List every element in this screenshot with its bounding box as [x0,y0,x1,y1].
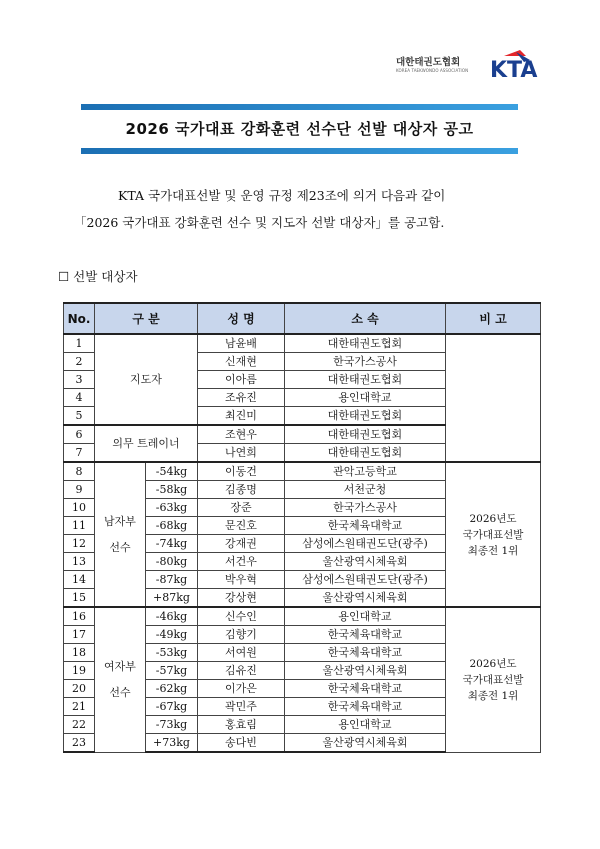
cell-name: 홍효림 [198,716,285,734]
cell-name: 강상현 [198,589,285,608]
cell-note-women [446,607,541,752]
cell-affiliation: 대한태권도협회 [285,425,446,444]
cell-no: 23 [64,734,95,753]
note-line: 2026년도 [469,512,517,525]
cell-no: 18 [64,644,95,662]
cell-note-empty [446,334,541,462]
header-name: 성 명 [198,303,285,334]
cell-weight: -62kg [146,680,198,698]
intro-line-1: KTA 국가대표선발 및 운영 규정 제23조에 의거 다음과 같이 [118,188,446,203]
cell-name: 김향기 [198,626,285,644]
cell-no: 13 [64,553,95,571]
cell-affiliation: 울산광역시체육회 [285,662,446,680]
title-band [81,104,518,156]
note-line: 국가대표선발 [462,673,524,686]
cell-no: 17 [64,626,95,644]
cell-name: 이아름 [198,371,285,389]
logo-org-name-ko: 대한태권도협회 [396,57,461,68]
cell-affiliation: 한국체육대학교 [285,626,446,644]
cell-no: 12 [64,535,95,553]
cell-weight: -46kg [146,607,198,626]
title-bar-top [81,104,518,110]
cell-name: 박우혁 [198,571,285,589]
cell-affiliation: 대한태권도협회 [285,407,446,426]
note-line: 최종전 1위 [467,544,519,557]
cell-weight: -53kg [146,644,198,662]
cell-name: 이동건 [198,462,285,481]
cell-no: 20 [64,680,95,698]
kta-logo [396,50,542,82]
cell-weight: +87kg [146,589,198,608]
cell-no: 22 [64,716,95,734]
selection-table [63,302,541,753]
cell-weight: -57kg [146,662,198,680]
cell-name: 조유진 [198,389,285,407]
cell-weight: -63kg [146,499,198,517]
cell-affiliation: 한국체육대학교 [285,698,446,716]
header-no: No. [64,303,95,334]
header-affiliation: 소 속 [285,303,446,334]
cell-no: 8 [64,462,95,481]
cell-name: 곽민주 [198,698,285,716]
cell-name: 조현우 [198,425,285,444]
intro-line-2: 「2026 국가대표 강화훈련 선수 및 지도자 선발 대상자」를 공고함. [74,215,445,230]
group-coaches: 지도자 [95,334,198,425]
cell-no: 10 [64,499,95,517]
cell-affiliation: 울산광역시체육회 [285,589,446,608]
table-body [64,334,541,752]
cell-weight: -49kg [146,626,198,644]
group-men-line: 남자부 [104,514,136,528]
cell-name: 송다빈 [198,734,285,753]
table-header-row [64,303,541,334]
cell-weight: -87kg [146,571,198,589]
header-note: 비 고 [446,303,541,334]
cell-weight: -58kg [146,481,198,499]
cell-affiliation: 대한태권도협회 [285,371,446,389]
cell-weight: -73kg [146,716,198,734]
note-line: 최종전 1위 [467,689,519,702]
group-women-line: 선수 [109,685,131,699]
cell-no: 2 [64,353,95,371]
cell-name: 신재현 [198,353,285,371]
group-women [95,607,146,752]
logo-mark-text: KTA [490,58,538,80]
cell-name: 김종명 [198,481,285,499]
note-line: 2026년도 [469,657,517,670]
cell-name: 남윤배 [198,334,285,353]
cell-name: 문진호 [198,517,285,535]
cell-no: 3 [64,371,95,389]
cell-name: 나연희 [198,444,285,463]
cell-no: 14 [64,571,95,589]
cell-affiliation: 서천군청 [285,481,446,499]
cell-no: 21 [64,698,95,716]
cell-name: 강재권 [198,535,285,553]
cell-no: 16 [64,607,95,626]
cell-no: 5 [64,407,95,426]
cell-affiliation: 대한태권도협회 [285,444,446,463]
cell-weight: +73kg [146,734,198,753]
title-bar-bottom [81,148,518,154]
cell-affiliation: 관악고등학교 [285,462,446,481]
cell-affiliation: 용인대학교 [285,607,446,626]
cell-affiliation: 한국체육대학교 [285,517,446,535]
cell-name: 김유진 [198,662,285,680]
cell-name: 최진미 [198,407,285,426]
cell-note-men [446,462,541,607]
group-men-line: 선수 [109,540,131,554]
cell-affiliation: 대한태권도협회 [285,334,446,353]
note-line: 국가대표선발 [462,528,524,541]
cell-no: 9 [64,481,95,499]
cell-name: 신수인 [198,607,285,626]
table-row [64,462,541,481]
kta-mark-icon [490,50,542,80]
intro-paragraph [74,182,534,236]
group-trainers: 의무 트레이너 [95,425,198,462]
cell-weight: -74kg [146,535,198,553]
logo-org-name-en: KOREA TAEKWONDO ASSOCIATION [396,68,469,73]
cell-name: 장준 [198,499,285,517]
cell-affiliation: 울산광역시체육회 [285,553,446,571]
cell-no: 1 [64,334,95,353]
group-women-line: 여자부 [104,659,136,673]
cell-affiliation: 삼성에스원태권도단(광주) [285,571,446,589]
cell-name: 이가은 [198,680,285,698]
cell-affiliation: 울산광역시체육회 [285,734,446,753]
cell-no: 15 [64,589,95,608]
cell-no: 6 [64,425,95,444]
cell-weight: -67kg [146,698,198,716]
cell-affiliation: 삼성에스원태권도단(광주) [285,535,446,553]
cell-affiliation: 한국가스공사 [285,353,446,371]
cell-no: 4 [64,389,95,407]
cell-no: 19 [64,662,95,680]
cell-name: 서여원 [198,644,285,662]
cell-affiliation: 용인대학교 [285,389,446,407]
cell-weight: -54kg [146,462,198,481]
cell-affiliation: 한국체육대학교 [285,644,446,662]
cell-affiliation: 용인대학교 [285,716,446,734]
group-men [95,462,146,607]
cell-no: 11 [64,517,95,535]
header-category: 구 분 [95,303,198,334]
cell-affiliation: 한국체육대학교 [285,680,446,698]
section-label: ☐ 선발 대상자 [58,269,138,284]
cell-weight: -80kg [146,553,198,571]
cell-name: 서건우 [198,553,285,571]
table-row [64,334,541,353]
cell-no: 7 [64,444,95,463]
cell-weight: -68kg [146,517,198,535]
cell-affiliation: 한국가스공사 [285,499,446,517]
table-row [64,607,541,626]
page-title: 2026 국가대표 강화훈련 선수단 선발 대상자 공고 [125,120,474,138]
